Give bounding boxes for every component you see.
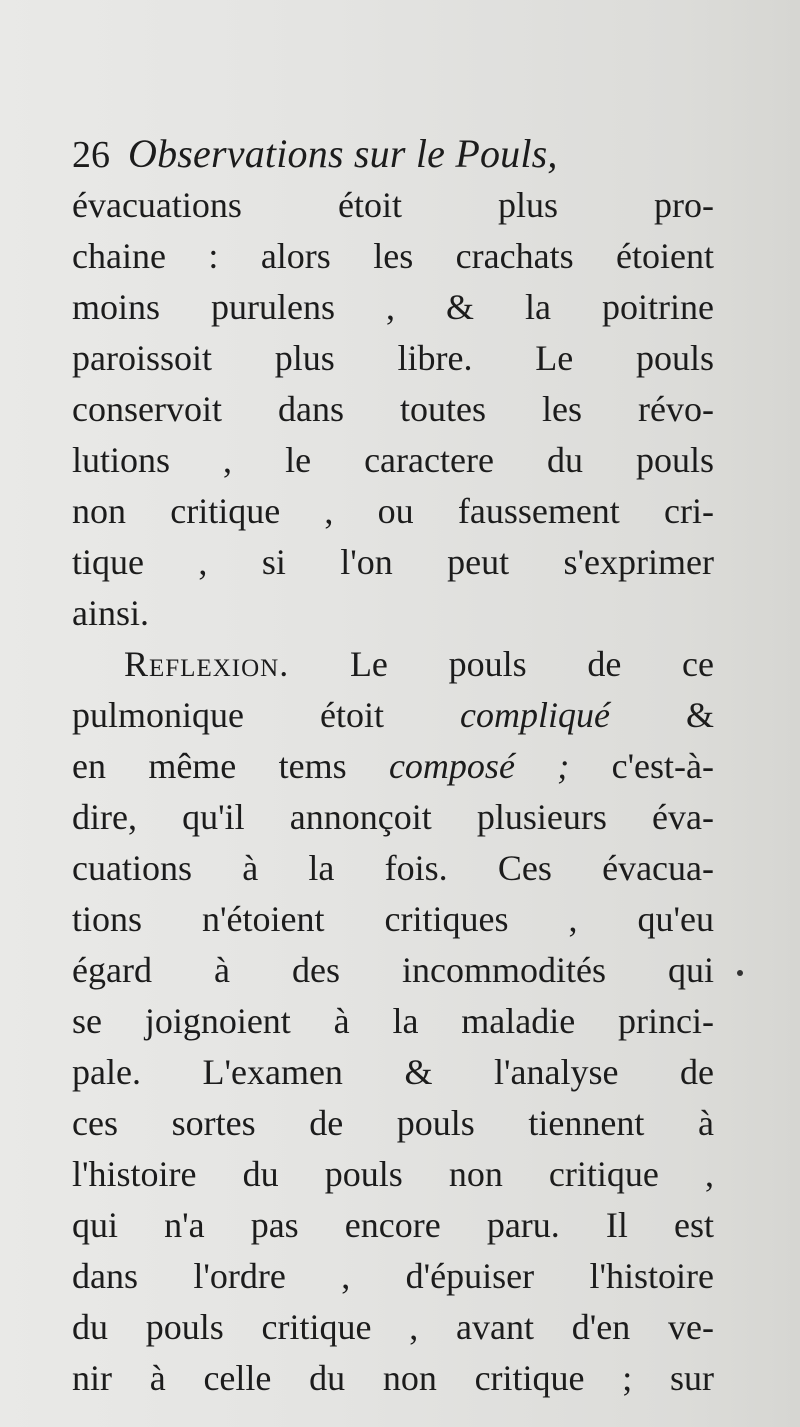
text-line: paroissoit plus libre. Le pouls [72, 338, 714, 378]
text-line: ces sortes de pouls tiennent à [72, 1103, 714, 1143]
italic-term: compliqué [460, 695, 610, 735]
text-line: cuations à la fois. Ces évacua- [72, 848, 714, 888]
text-line: dans l'ordre , d'épuiser l'histoire [72, 1256, 714, 1296]
running-title: Observations sur le Pouls, [128, 131, 558, 176]
text-fragment: pulmonique étoit [72, 695, 384, 735]
text-line: qui n'a pas encore paru. Il est [72, 1205, 714, 1245]
text-fragment: c'est-à- [611, 746, 714, 786]
text-line [72, 741, 714, 792]
text-line: pale. L'examen & l'analyse de [72, 1052, 714, 1092]
text-line: dire, qu'il annonçoit plusieurs éva- [72, 797, 714, 837]
text-line: égard à des incommodités qui [72, 950, 714, 990]
text-line: ainsi. [72, 593, 149, 633]
text-line: nir à celle du non critique ; sur [72, 1358, 714, 1398]
text-fragment: & [685, 695, 714, 735]
text-line: du pouls critique , avant d'en ve- [72, 1307, 714, 1347]
text-line: l'histoire du pouls non critique , [72, 1154, 714, 1194]
text-line: évacuations étoit plus pro- [72, 185, 714, 225]
text-line: non critique , ou faussement cri- [72, 491, 714, 531]
text-line [72, 690, 714, 741]
page-text-block [72, 128, 714, 1404]
italic-term: composé ; [388, 746, 570, 786]
text-line: conservoit dans toutes les révo- [72, 389, 714, 429]
text-line: tions n'étoient critiques , qu'eu [72, 899, 714, 939]
text-fragment: en même tems [72, 746, 347, 786]
reflexion-label: Reflexion. [124, 644, 290, 684]
page-header [72, 128, 714, 180]
text-line: lutions , le caractere du pouls [72, 440, 714, 480]
text-line: moins purulens , & la poitrine [72, 287, 714, 327]
page-number: 26 [72, 134, 110, 176]
reflexion-text: Le pouls de ce [349, 644, 714, 684]
text-line: se joignoient à la maladie princi- [72, 1001, 714, 1041]
margin-dot [737, 970, 743, 976]
reflexion-first-line [72, 639, 714, 690]
text-line: tique , si l'on peut s'exprimer [72, 542, 714, 582]
text-line: chaine : alors les crachats étoient [72, 236, 714, 276]
